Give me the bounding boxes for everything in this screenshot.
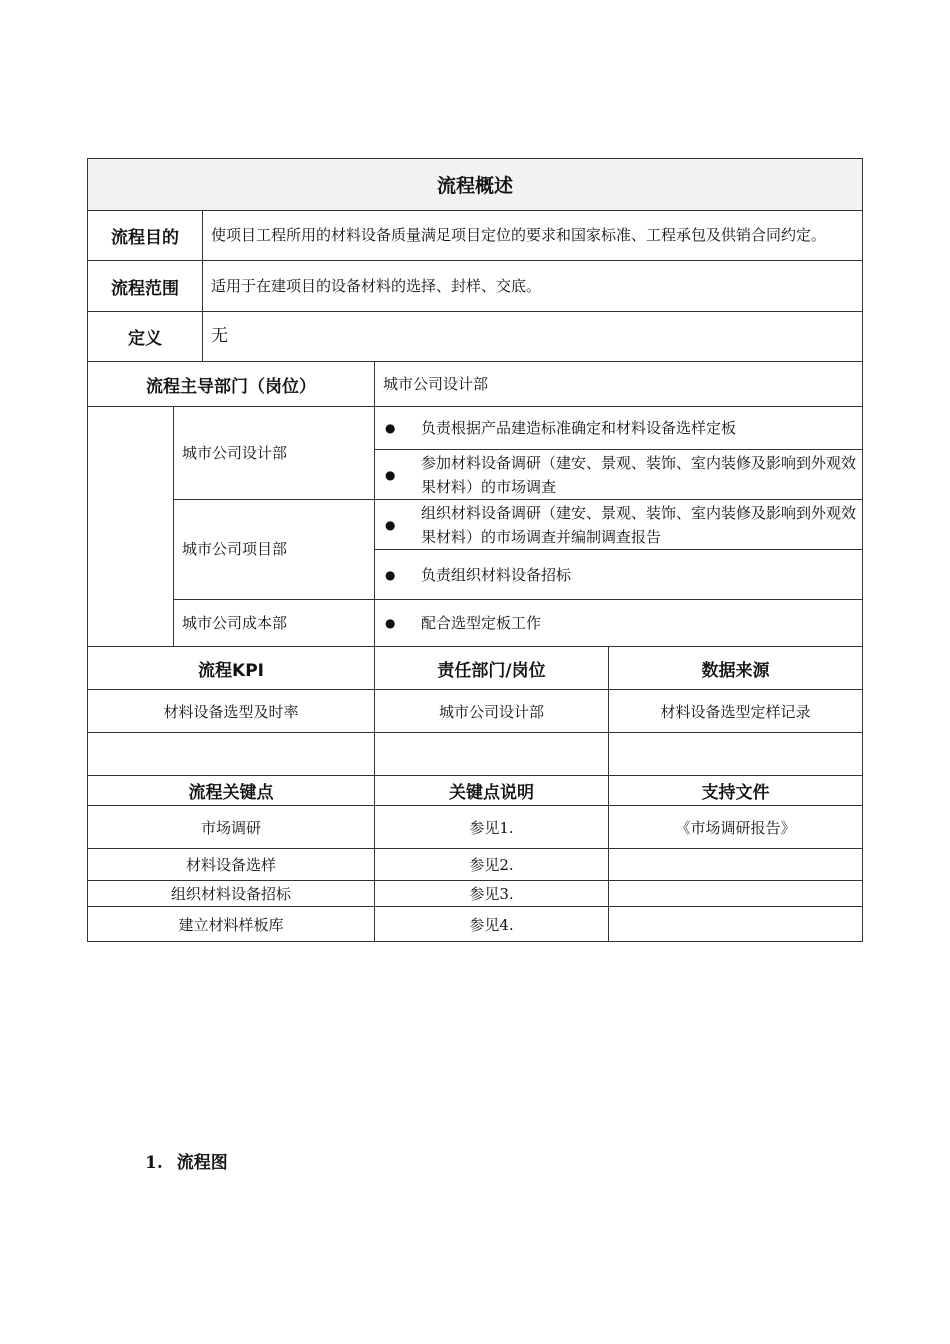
kpi-header-kpi: 流程KPI bbox=[88, 647, 375, 689]
keypoint-name: 建立材料样板库 bbox=[88, 907, 375, 941]
kpi-header-row bbox=[88, 647, 862, 690]
dept-duties bbox=[375, 600, 862, 646]
purpose-label: 流程目的 bbox=[88, 211, 203, 260]
bullet-icon: ● bbox=[385, 517, 396, 532]
dept-duties bbox=[375, 500, 862, 599]
table-title: 流程概述 bbox=[88, 159, 862, 210]
keypoint-name: 市场调研 bbox=[88, 806, 375, 848]
dept-name: 城市公司成本部 bbox=[174, 600, 375, 646]
keypoint-desc: 参见2. bbox=[375, 849, 609, 880]
kpi-source: 材料设备选型定样记录 bbox=[660, 702, 811, 721]
kpi-dept: 城市公司设计部 bbox=[375, 690, 609, 732]
duty-text: 负责根据产品建造标准确定和材料设备选样定板 bbox=[421, 419, 737, 437]
keypoint-row bbox=[88, 806, 862, 849]
definition-row bbox=[88, 312, 862, 362]
lead-dept-value: 城市公司设计部 bbox=[383, 374, 489, 393]
keypoint-row bbox=[88, 907, 862, 941]
lead-dept-label: 流程主导部门（岗位） bbox=[88, 362, 375, 406]
dept-duties bbox=[375, 407, 862, 499]
keypoint-desc: 参见4. bbox=[375, 907, 609, 941]
purpose-row bbox=[88, 211, 862, 261]
keypoint-header-desc: 关键点说明 bbox=[375, 776, 609, 805]
kpi-header-source: 数据来源 bbox=[701, 660, 770, 681]
keypoint-header-point: 流程关键点 bbox=[88, 776, 375, 805]
duty-text: 组织材料设备调研（建安、景观、装饰、室内装修及影响到外观效果材料）的市场调查并编制调查报告 bbox=[421, 503, 857, 546]
duty-item bbox=[375, 500, 862, 550]
keypoint-file bbox=[609, 907, 862, 941]
keypoint-header-file: 支持文件 bbox=[701, 783, 770, 803]
dept-row bbox=[174, 407, 862, 500]
kpi-row bbox=[88, 690, 862, 733]
bullet-icon: ● bbox=[385, 421, 396, 435]
scope-label: 流程范围 bbox=[88, 261, 203, 311]
lead-dept-row bbox=[88, 362, 862, 407]
section-title: 流程图 bbox=[176, 1153, 228, 1173]
departments-block bbox=[88, 407, 862, 647]
duty-item bbox=[375, 600, 862, 646]
kpi-value: 材料设备选型及时率 bbox=[88, 690, 375, 732]
scope-row bbox=[88, 261, 862, 312]
dept-name: 城市公司设计部 bbox=[174, 407, 375, 499]
kpi-row-empty bbox=[88, 733, 862, 776]
empty-cell bbox=[375, 733, 609, 775]
keypoint-header-row bbox=[88, 776, 862, 806]
keypoint-desc: 参见1. bbox=[375, 806, 609, 848]
empty-cell bbox=[609, 733, 862, 775]
section-number: 1. bbox=[145, 1153, 163, 1173]
duty-text: 配合选型定板工作 bbox=[421, 614, 542, 632]
keypoint-file: 《市场调研报告》 bbox=[675, 818, 796, 837]
departments-empty-cell bbox=[88, 407, 174, 646]
departments-list bbox=[174, 407, 862, 646]
dept-name: 城市公司项目部 bbox=[174, 500, 375, 599]
definition-text: 无 bbox=[211, 326, 228, 346]
keypoint-name: 材料设备选样 bbox=[88, 849, 375, 880]
process-overview-table bbox=[87, 158, 863, 942]
duty-text: 参加材料设备调研（建安、景观、装饰、室内装修及影响到外观效果材料）的市场调查 bbox=[421, 453, 857, 496]
bullet-icon: ● bbox=[385, 467, 396, 482]
bullet-icon: ● bbox=[385, 616, 396, 630]
empty-cell bbox=[88, 733, 375, 775]
keypoint-row bbox=[88, 881, 862, 907]
dept-row bbox=[174, 600, 862, 646]
bullet-icon: ● bbox=[385, 567, 396, 582]
keypoint-file bbox=[609, 881, 862, 906]
keypoint-row bbox=[88, 849, 862, 881]
section-heading bbox=[145, 1148, 228, 1173]
scope-text: 适用于在建项目的设备材料的选择、封样、交底。 bbox=[211, 276, 542, 295]
keypoint-file bbox=[609, 849, 862, 880]
duty-item bbox=[375, 550, 862, 599]
duty-text: 负责组织材料设备招标 bbox=[421, 565, 572, 584]
keypoint-name: 组织材料设备招标 bbox=[88, 881, 375, 906]
table-title-row bbox=[88, 159, 862, 211]
duty-item bbox=[375, 450, 862, 499]
definition-label: 定义 bbox=[88, 312, 203, 361]
purpose-text: 使项目工程所用的材料设备质量满足项目定位的要求和国家标准、工程承包及供销合同约定。 bbox=[211, 226, 827, 244]
duty-item bbox=[375, 407, 862, 450]
kpi-header-dept: 责任部门/岗位 bbox=[375, 647, 609, 689]
keypoint-desc: 参见3. bbox=[375, 881, 609, 906]
dept-row bbox=[174, 500, 862, 600]
